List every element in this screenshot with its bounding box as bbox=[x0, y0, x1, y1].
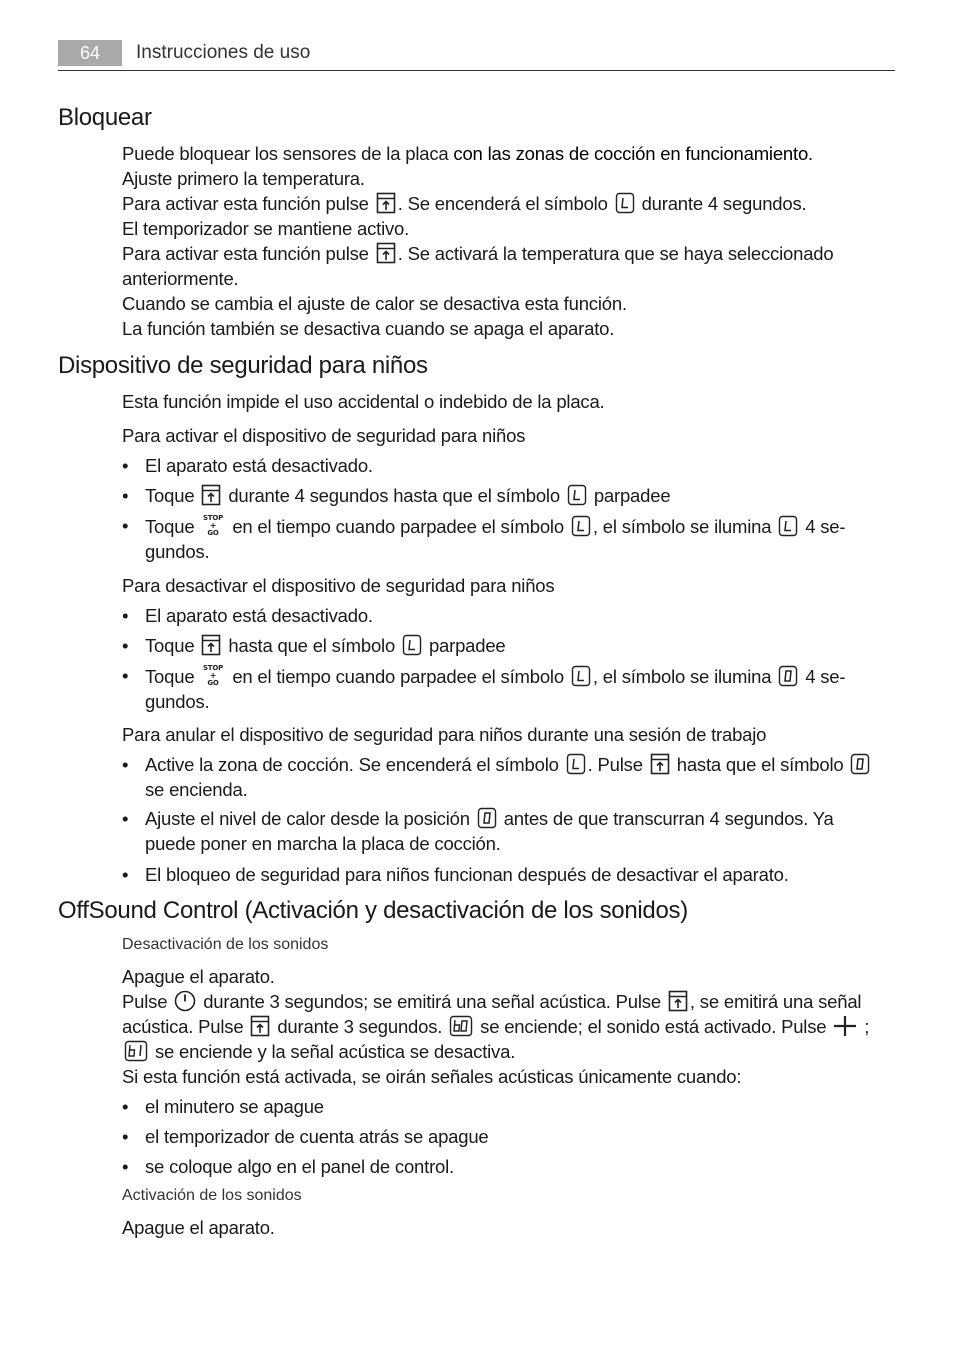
display-b1-icon bbox=[124, 1040, 148, 1062]
display-0-icon bbox=[477, 807, 497, 829]
stop-go-icon bbox=[201, 513, 225, 537]
section-title-offsound: OffSound Control (Activación y desactivación de los sonidos) bbox=[58, 897, 688, 924]
list-item: • El aparato está desactivado. bbox=[122, 455, 373, 476]
lock-key-icon bbox=[250, 1015, 270, 1037]
lock-key-icon bbox=[201, 484, 221, 506]
desactivar-heading: Para desactivar el dispositivo de seguridad para niños bbox=[122, 575, 555, 596]
display-L-icon bbox=[402, 634, 422, 656]
list-item: • el temporizador de cuenta atrás se apague bbox=[122, 1126, 489, 1147]
offsound-body: Apague el aparato. Pulse durante 3 segundos; se emitirá una señal acústica. Pulse , se emitirá una señal acústica. Pulse durante 3 segundos. se enciende; el sonido está activado. Pulse ; se enciende y la señal acústica se desactiva. Si esta función está activada, se oirán señales acústicas únicamente cuando: bbox=[122, 966, 870, 1087]
list-item: • Toque hasta que el símbolo parpadee bbox=[122, 635, 506, 656]
svg-text:STOP: STOP bbox=[203, 664, 224, 672]
desactivacion-heading: Desactivación de los sonidos bbox=[122, 936, 329, 953]
page-header-title: Instrucciones de uso bbox=[136, 42, 311, 63]
display-0-icon bbox=[778, 665, 798, 687]
list-item: • El bloqueo de seguridad para niños funcionan después de desactivar el aparato. bbox=[122, 864, 789, 885]
svg-text:STOP: STOP bbox=[203, 514, 224, 522]
svg-text:GO: GO bbox=[207, 679, 220, 687]
activar-heading: Para activar el dispositivo de seguridad para niños bbox=[122, 425, 526, 446]
section-title-seguridad: Dispositivo de seguridad para niños bbox=[58, 352, 428, 379]
display-b0-icon bbox=[449, 1015, 473, 1037]
bloquear-body: Puede bloquear los sensores de la placa con las zonas de cocción en funcionamiento. Ajuste primero la temperatura. Para activar esta función pulse . Se encenderá el símbolo durante 4 segundos. El temporizador se mantiene activo. Para activar esta función pulse . Se activará la temperatura que se haya seleccionado anteriormente. Cuando se cambia el ajuste de calor se desactiva esta función. La función también se desactiva cuando se apaga el aparato. bbox=[122, 143, 834, 339]
activacion-heading: Activación de los sonidos bbox=[122, 1187, 302, 1204]
list-item: • Ajuste el nivel de calor desde la posición antes de que transcurran 4 segundos. Ya puede poner en marcha la placa de cocción. bbox=[122, 808, 834, 854]
lock-key-icon bbox=[650, 753, 670, 775]
activacion-body: Apague el aparato. bbox=[122, 1217, 275, 1238]
display-0-icon bbox=[850, 753, 870, 775]
anular-heading: Para anular el dispositivo de seguridad para niños durante una sesión de trabajo bbox=[122, 724, 767, 745]
display-L-icon bbox=[778, 515, 798, 537]
page-number: 64 bbox=[58, 40, 122, 66]
svg-text:+: + bbox=[210, 521, 217, 530]
list-item: • Active la zona de cocción. Se encenderá el símbolo . Pulse hasta que el símbolo se encienda. bbox=[122, 752, 887, 802]
list-item: • Toque STOP + GO en el tiempo cuando parpadee el símbolo , el símbolo se ilumina 4 se- gundos. bbox=[122, 514, 846, 562]
header-divider bbox=[58, 70, 895, 71]
display-L-icon bbox=[571, 515, 591, 537]
lock-key-icon bbox=[376, 242, 396, 264]
plus-icon bbox=[833, 1015, 857, 1037]
lock-key-icon bbox=[201, 634, 221, 656]
lock-key-icon bbox=[376, 192, 396, 214]
lock-key-icon bbox=[668, 990, 688, 1012]
list-item: • Toque STOP + GO en el tiempo cuando parpadee el símbolo , el símbolo se ilumina 4 se- gundos. bbox=[122, 664, 846, 712]
display-L-icon bbox=[615, 192, 635, 214]
power-icon bbox=[174, 990, 196, 1012]
stop-go-icon bbox=[201, 663, 225, 687]
display-L-icon bbox=[567, 484, 587, 506]
section-title-bloquear: Bloquear bbox=[58, 104, 152, 131]
list-item: • se coloque algo en el panel de control. bbox=[122, 1156, 454, 1177]
list-item: • el minutero se apague bbox=[122, 1096, 324, 1117]
seguridad-intro: Esta función impide el uso accidental o indebido de la placa. bbox=[122, 391, 605, 412]
list-item: • El aparato está desactivado. bbox=[122, 605, 373, 626]
display-L-icon bbox=[566, 753, 586, 775]
display-L-icon bbox=[571, 665, 591, 687]
svg-text:+: + bbox=[210, 671, 217, 680]
svg-text:GO: GO bbox=[207, 529, 220, 537]
list-item: • Toque durante 4 segundos hasta que el símbolo parpadee bbox=[122, 485, 671, 506]
